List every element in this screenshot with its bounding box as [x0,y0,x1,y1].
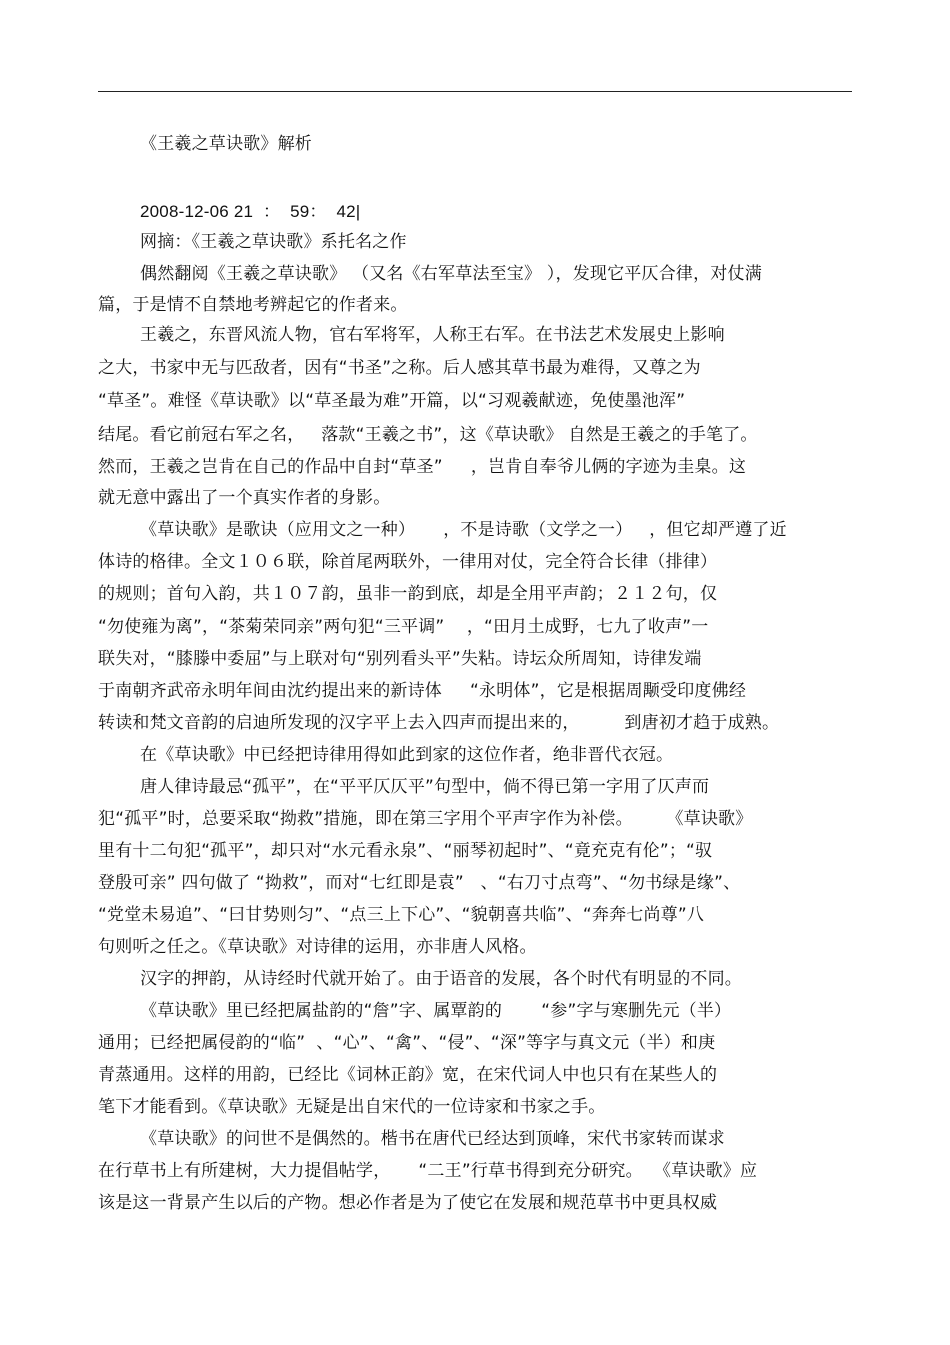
text-line: 汉字的押韵，从诗经时代就开始了。由于语音的发展，各个时代有明显的不同。 [140,969,742,989]
text-line: 犯“孤平”时，总要采取“拗救”措施，即在第三字用个平声字作为补偿。 《草诀歌》 [98,809,753,829]
text-line: 体诗的格律。全文１０６联，除首尾两联外，一律用对仗，完全符合长律（排律） [98,552,718,572]
header-rule [98,91,852,92]
text-line: 然而，王羲之岂肯在自己的作品中自封“草圣” ，岂肯自奉爷儿俩的字迹为圭臬。这 [98,457,747,477]
text-line: 偶然翻阅《王羲之草诀歌》 （又名《右军草法至宝》 ），发现它平仄合律，对仗满 [140,264,762,284]
text-line: 笔下才能看到。《草诀歌》无疑是出自宋代的一位诗家和书家之手。 [98,1097,606,1117]
text-line: “勿使雍为离”，“茶菊荣同亲”两句犯“三平调” ，“田月土成野，七九了收声”一 [98,617,709,637]
text-line: 登殷可亲” 四句做了 “拗救”，而对“七红即是袁” 、“右刀寸点弯”、“勿书绿是缘”、 [98,873,741,893]
text-line: “草圣”。难怪《草诀歌》以“草圣最为难”开篇，以“习观羲献迹，免使墨池浑” [98,391,686,411]
text-line: 的规则；首句入韵，共１０７韵，虽非一韵到底，却是全用平声韵；２１２句，仅 [98,584,718,604]
text-line: 在《草诀歌》中已经把诗律用得如此到家的这位作者，绝非晋代衣冠。 [140,745,674,765]
text-line: 篇，于是情不自禁地考辨起它的作者来。 [98,295,408,315]
text-line: 句则听之任之。《草诀歌》对诗律的运用，亦非唐人风格。 [98,937,537,957]
text-line: 唐人律诗最忌“孤平”，在“平平仄仄平”句型中，倘不得已第一字用了仄声而 [140,777,710,797]
text-line: 就无意中露出了一个真实作者的身影。 [98,488,391,508]
text-line: 《草诀歌》是歌诀（应用文之一种） ，不是诗歌（文学之一） ，但它却严遵了近 [140,520,787,540]
text-line: 之大，书家中无与匹敌者，因有“书圣”之称。后人感其草书最为难得，又尊之为 [98,358,701,378]
document-title: 《王羲之草诀歌》解析 [140,134,312,154]
text-line: 通用；已经把属侵韵的“临” 、“心”、“禽”、“侵”、“深”等字与真文元（半）和庚 [98,1033,716,1053]
text-line: 里有十二句犯“孤平”，却只对“水元看永泉”、“丽琴初起时”、“竟充克有伦”；“驭 [98,841,713,861]
text-line: 《草诀歌》的问世不是偶然的。楷书在唐代已经达到顶峰，宋代书家转而谋求 [140,1129,725,1149]
text-line: 该是这一背景产生以后的产物。想必作者是为了使它在发展和规范草书中更具权威 [98,1193,718,1213]
text-line: 转读和梵文音韵的启迪所发现的汉字平上去入四声而提出来的， 到唐初才趋于成熟。 [98,713,780,733]
text-line: 结尾。看它前冠右军之名， 落款“王羲之书”，这《草诀歌》 自然是王羲之的手笔了。 [98,425,758,445]
publish-date: 2008-12-06 21 ： 59： 42| [140,202,361,221]
text-line: “党堂未易追”、“曰甘势则匀”、“点三上下心”、“貌朝喜共临”、“奔奔七尚尊”八 [98,905,705,925]
text-line: 《草诀歌》里已经把属盐韵的“詹”字、属覃韵的 “参”字与寒删先元（半） [140,1001,732,1021]
text-line: 王羲之，东晋风流人物，官右军将军，人称王右军。在书法艺术发展史上影响 [140,325,725,345]
text-line: 网摘：《王羲之草诀歌》系托名之作 [140,232,407,252]
text-line: 联失对，“膝滕中委屈”与上联对句“别列看头平”失粘。诗坛众所周知，诗律发端 [98,649,702,669]
text-line: 在行草书上有所建树，大力提倡帖学， “二王”行草书得到充分研究。 《草诀歌》应 [98,1161,758,1181]
text-line: 于南朝齐武帝永明年间由沈约提出来的新诗体 “永明体”，它是根据周颙受印度佛经 [98,681,747,701]
text-line: 青蒸通用。这样的用韵，已经比《词林正韵》宽，在宋代词人中也只有在某些人的 [98,1065,718,1085]
